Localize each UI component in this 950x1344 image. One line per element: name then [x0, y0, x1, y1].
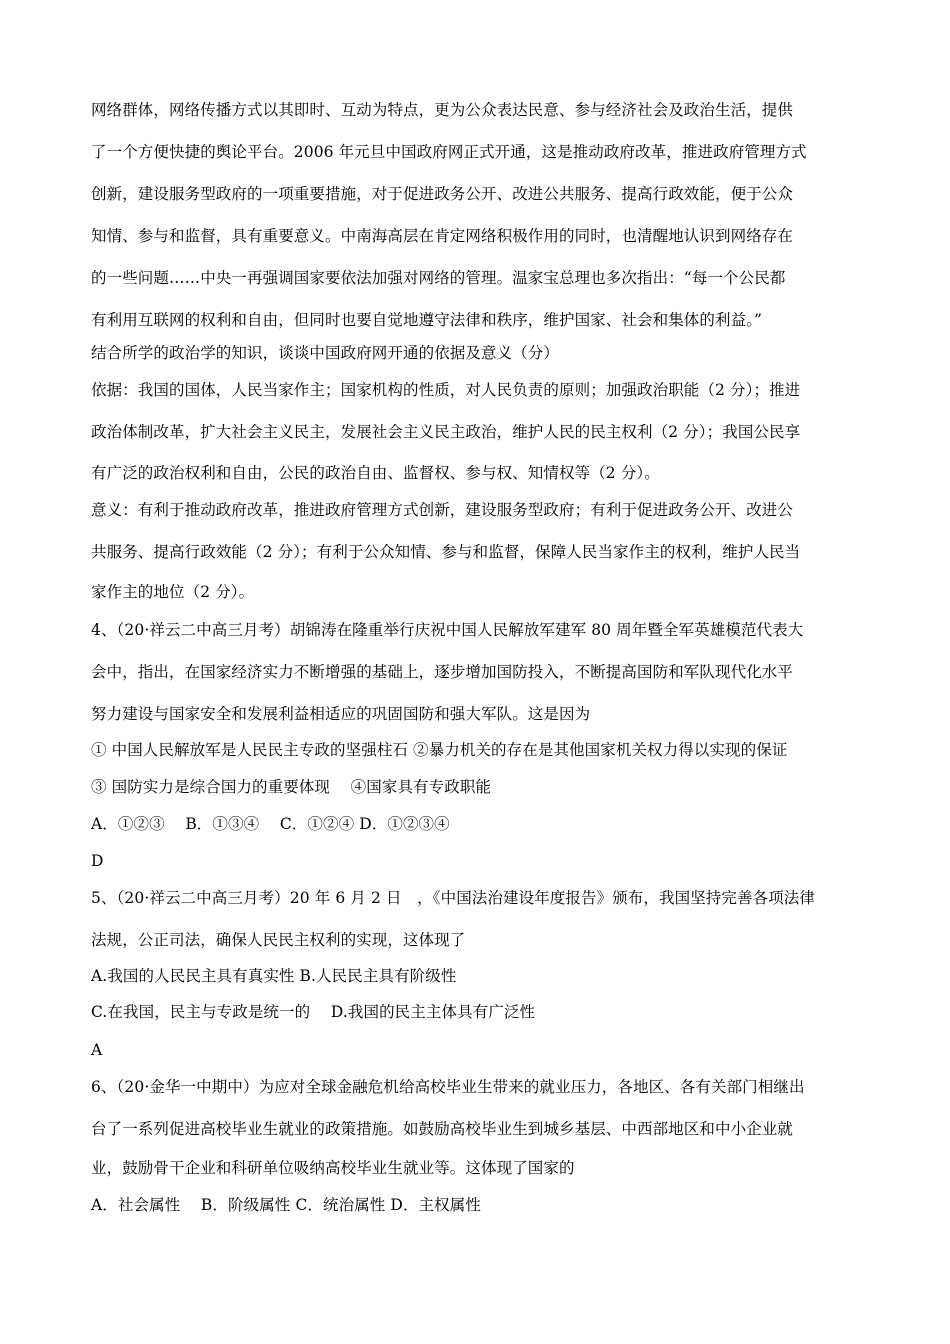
question-6-stem: 台了一系列促进高校毕业生就业的政策措施。如鼓励高校毕业生到城乡基层、中西部地区和中小企业就 — [91, 1120, 794, 1138]
answer-line: 有广泛的政治权利和自由，公民的政治自由、监督权、参与权、知情权等（2 分）。 — [91, 464, 660, 482]
question-5-stem: 法规，公正司法，确保人民民主权利的实现，这体现了 — [91, 931, 466, 949]
question-6-stem: 业，鼓励骨干企业和科研单位吸纳高校毕业生就业等。这体现了国家的 — [91, 1159, 575, 1177]
answer-line: 政治体制改革，扩大社会主义民主，发展社会主义民主政治，维护人民的民主权利（2 分）；我国公民享 — [91, 423, 801, 441]
question-4-stem: 4、（20·祥云二中高三月考）胡锦涛在隆重举行庆祝中国人民解放军建军 80 周年暨全军英雄模范代表大 — [91, 621, 804, 639]
text-line: 有利用互联网的权利和自由，但同时也要自觉地遵守法律和秩序，维护国家、社会和集体的利益。” — [91, 311, 763, 329]
text-line: 的一些问题……中央一再强调国家要依法加强对网络的管理。温家宝总理也多次指出：“每一个公民都 — [91, 269, 786, 287]
question-4-stem: 努力建设与国家安全和发展利益相适应的巩固国防和强大军队。这是因为 — [91, 705, 591, 723]
text-line: 知情、参与和监督，具有重要意义。中南海高层在肯定网络积极作用的同时，也清醒地认识到网络存在 — [91, 227, 794, 245]
text-line: 网络群体，网络传播方式以其即时、互动为特点，更为公众表达民意、参与经济社会及政治生活，提供 — [91, 101, 794, 119]
answer-line: 家作主的地位（2 分）。 — [91, 583, 255, 601]
question-5-options: C.在我国，民主与专政是统一的 D.我国的民主主体具有广泛性 — [91, 1003, 536, 1021]
question-5-options: A.我国的人民民主具有真实性 B.人民民主具有阶级性 — [91, 967, 457, 985]
question-6-stem: 6、（20·金华一中期中）为应对全球金融危机给高校毕业生带来的就业压力，各地区、各有关部门相继出 — [91, 1078, 805, 1096]
question-6-options: A．社会属性 B．阶级属性 C．统治属性 D．主权属性 — [91, 1196, 481, 1214]
question-prompt: 结合所学的政治学的知识，谈谈中国政府网开通的依据及意义（分） — [91, 344, 560, 362]
question-4-statements: ③ 国防实力是综合国力的重要体现 ④国家具有专政职能 — [91, 778, 492, 796]
question-4-answer: D — [91, 852, 104, 870]
question-4-stem: 会中，指出，在国家经济实力不断增强的基础上，逐步增加国防投入，不断提高国防和军队现代化水平 — [91, 663, 794, 681]
text-line: 创新，建设服务型政府的一项重要措施，对于促进政务公开、改进公共服务、提高行政效能，便于公众 — [91, 185, 794, 203]
question-4-options: A．①②③ B．①③④ C．①②④ D．①②③④ — [91, 815, 450, 833]
answer-line: 共服务、提高行政效能（2 分）；有利于公众知情、参与和监督，保障人民当家作主的权利，维护人民当 — [91, 543, 801, 561]
question-5-answer: A — [91, 1041, 103, 1059]
text-line: 了一个方便快捷的舆论平台。2006 年元旦中国政府网正式开通，这是推动政府改革，推进政府管理方式 — [91, 143, 807, 161]
question-5-stem: 5、（20·祥云二中高三月考）20 年 6 月 2 日 ，《中国法治建设年度报告》颁布，我国坚持完善各项法律 — [91, 889, 815, 907]
answer-line: 依据：我国的国体，人民当家作主；国家机构的性质，对人民负责的原则；加强政治职能（2 分）；推进 — [91, 381, 801, 399]
answer-line: 意义：有利于推动政府改革，推进政府管理方式创新，建设服务型政府；有利于促进政务公开、改进公 — [91, 501, 794, 519]
question-4-statements: ① 中国人民解放军是人民民主专政的坚强柱石 ②暴力机关的存在是其他国家机关权力得以实现的保证 — [91, 741, 788, 759]
